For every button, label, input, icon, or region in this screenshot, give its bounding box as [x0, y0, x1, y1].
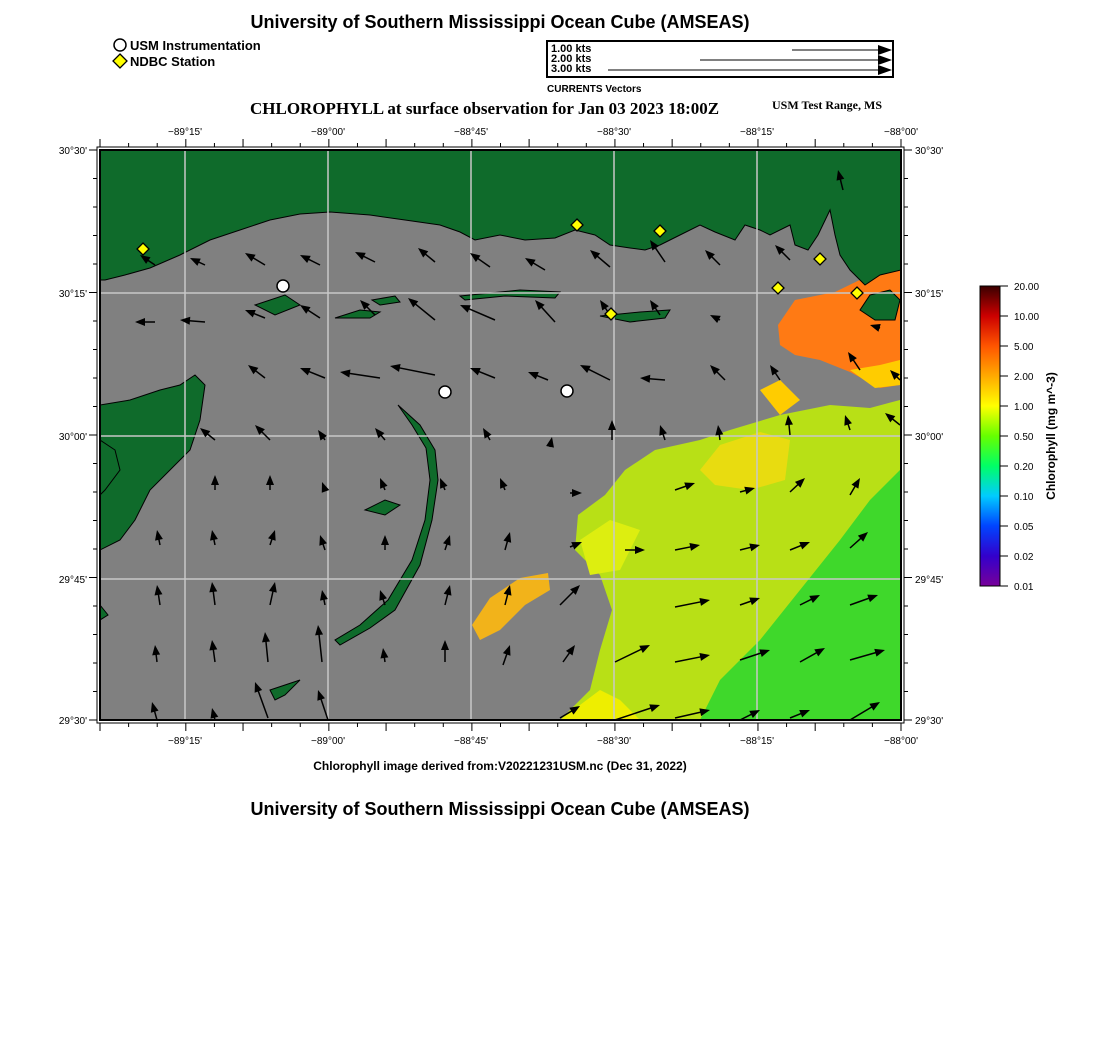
colorbar-tick: 1.00 — [1014, 402, 1034, 413]
lat-label: 30°00' — [58, 432, 87, 443]
colorbar-tick-marks — [1000, 286, 1008, 586]
colorbar-tick: 0.01 — [1014, 582, 1034, 593]
colorbar-tick: 10.00 — [1014, 312, 1040, 323]
lat-labels-right — [915, 146, 943, 727]
vector-legend-label-1: 1.00 kts — [551, 43, 592, 55]
vector-legend-label-3: 3.00 kts — [551, 63, 592, 75]
lon-label: −88°30' — [597, 127, 631, 138]
lat-label: 29°45' — [58, 575, 87, 586]
colorbar-tick: 0.02 — [1014, 552, 1034, 563]
lon-labels-top — [168, 127, 918, 138]
colorbar-tick: 0.05 — [1014, 522, 1034, 533]
lat-label: 29°30' — [915, 716, 944, 727]
lon-label: −89°15' — [168, 736, 202, 747]
colorbar-tick: 0.20 — [1014, 462, 1034, 473]
legend-usm-label: USM Instrumentation — [130, 37, 261, 53]
colorbar-label: Chlorophyll (mg m^-3) — [1044, 372, 1058, 500]
colorbar-tick: 20.00 — [1014, 282, 1040, 293]
plot-subtitle: CHLOROPHYLL at surface observation for Jan 03 2023 18:00Z — [250, 99, 720, 118]
vector-legend-caption: CURRENTS Vectors — [547, 84, 642, 95]
colorbar-tick: 2.00 — [1014, 372, 1034, 383]
region-label: USM Test Range, MS — [772, 98, 883, 112]
lon-label: −88°15' — [740, 127, 774, 138]
usm-station — [439, 386, 451, 398]
lat-label: 29°30' — [58, 716, 87, 727]
usm-station — [277, 280, 289, 292]
map-title: University of Southern Mississippi Ocean Cube (AMSEAS) — [250, 12, 750, 32]
footer-title: University of Southern Mississippi Ocean Cube (AMSEAS) — [250, 799, 750, 819]
vector-legend-label-2: 2.00 kts — [551, 53, 592, 65]
colorbar — [980, 282, 1058, 593]
lat-label: 30°15' — [915, 289, 944, 300]
lon-label: −88°45' — [454, 736, 488, 747]
lat-label: 30°00' — [915, 432, 944, 443]
colorbar-gradient — [980, 286, 1000, 586]
legend-ndbc-label: NDBC Station — [130, 53, 216, 69]
lat-label: 30°15' — [58, 289, 87, 300]
lat-labels-left — [59, 146, 87, 727]
lat-label: 30°30' — [915, 146, 944, 157]
source-caption: Chlorophyll image derived from:V20221231USM.nc (Dec 31, 2022) — [313, 759, 687, 773]
colorbar-tick: 0.10 — [1014, 492, 1034, 503]
lat-label: 29°45' — [915, 575, 944, 586]
lon-labels-bottom — [168, 736, 918, 747]
usm-station — [561, 385, 573, 397]
lon-label: −89°00' — [311, 736, 345, 747]
colorbar-ticks — [1014, 282, 1039, 593]
lon-label: −89°00' — [311, 127, 345, 138]
lon-label: −88°00' — [884, 127, 918, 138]
lat-label: 30°30' — [58, 146, 87, 157]
colorbar-tick: 0.50 — [1014, 432, 1034, 443]
lon-label: −88°30' — [597, 736, 631, 747]
lon-label: −88°15' — [740, 736, 774, 747]
lon-label: −88°00' — [884, 736, 918, 747]
lon-label: −88°45' — [454, 127, 488, 138]
lon-label: −89°15' — [168, 127, 202, 138]
colorbar-tick: 5.00 — [1014, 342, 1034, 353]
